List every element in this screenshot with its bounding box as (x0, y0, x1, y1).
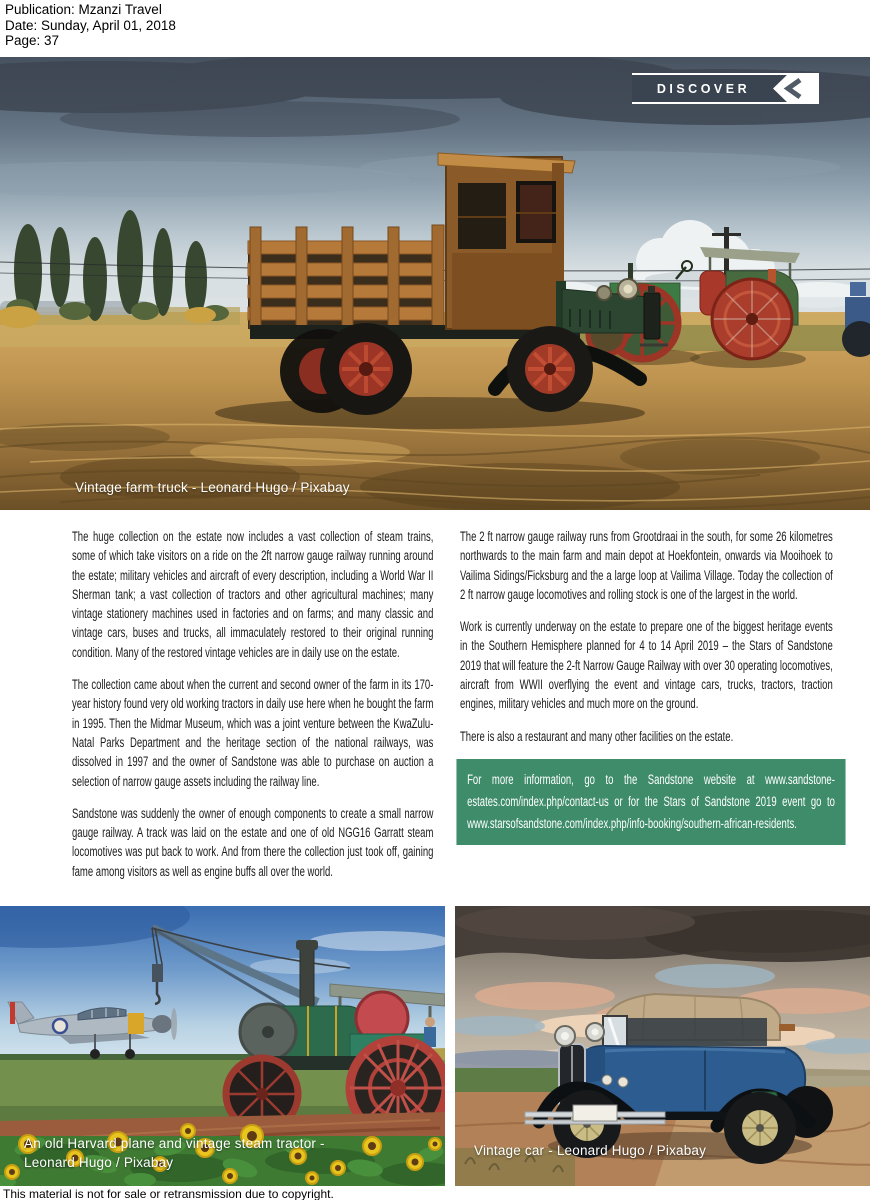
copyright-footer: This material is not for sale or retransmission due to copyright. (3, 1187, 334, 1200)
plane-photo-caption: An old Harvard plane and vintage steam tractor - Leonard Hugo / Pixabay (24, 1136, 325, 1170)
clipping-header (5, 2, 176, 49)
photo-vintage-car (455, 906, 870, 1186)
article-left-column (72, 527, 433, 894)
publication-line: Publication: Mzanzi Travel (5, 2, 162, 17)
paragraph: There is also a restaurant and many other facilities on the estate. (460, 728, 734, 744)
hero-photo-illustration (0, 57, 870, 510)
banner-arrow-icon (773, 73, 819, 104)
date-line: Date: Sunday, April 01, 2018 (5, 17, 176, 33)
paragraph: Work is currently underway on the estate to prepare one of the biggest heritage events in the Southern Hemisphere planned for 4 to 14 April 2019 – the Stars of Sandstone 2019 that will feature the 2-ft Narrow Gauge Railway with over 30 operating locomotives, aircraft from WWII overflying the event and vintage cars, trucks, tractors, traction engines, military vehicles and much more on the ground. (460, 619, 833, 712)
discover-banner-label: DISCOVER (656, 81, 751, 96)
paragraph: The 2 ft narrow gauge railway runs from Grootdraai in the south, for some 26 kilometres northwards to the main farm and main depot at Hoekfontein, onwards via Mooihoek to Vailima Sidings/Ficksburg and the a large loop at Vailima Village. Today the collection of 2 ft narrow gauge locomotives and rolling stock is one of the largest in the world. (460, 529, 833, 602)
discover-banner (632, 73, 817, 104)
hero-photo (0, 57, 870, 510)
paragraph: The collection came about when the current and second owner of the farm in its 170-year history found very old working tractors in daily use here when he bought the farm in 1995. Then the Midmar Museum, which was a joint venture between the KwaZulu-Natal Parks Department and the heritage section of the national railways, was dissolved in 1997 and the owner of Sandstone was able to purchase on auction a selection of narrow gauge assets including the railway line. (72, 677, 434, 789)
paragraph: Sandstone was suddenly the owner of enough components to create a small narrow gauge railway. A track was laid on the estate and one of old NGG16 Garratt steam locomotives was put back to work. And from there the collection just took off, gaining fame among visitors as well as engine buffs all over the world. (72, 805, 434, 879)
page-number-line: Page: 37 (5, 33, 60, 48)
info-box: For more information, go to the Sandstone website at www.sandstone-estates.com/index.php/contact-us or for the Stars of Sandstone 2019 event go to www.starsofsandstone.com/index.php/info-booking/southern-african-residents. (456, 759, 845, 845)
article-right-column (460, 527, 833, 845)
photo-plane-and-tractor (0, 906, 445, 1186)
hero-caption: Vintage farm truck - Leonard Hugo / Pixabay (75, 480, 350, 495)
car-photo-caption: Vintage car - Leonard Hugo / Pixabay (474, 1143, 707, 1158)
paragraph: The huge collection on the estate now includes a vast collection of steam trains, some of which take visitors on a ride on the 2ft narrow gauge railway running around the estate; military vehicles and aircraft of every description, including a World War II Sherman tank; a vast collection of tractors and other agricultural machines; many vintage stationery machines used in factories and on farms; and many classic and vintage cars, buses and trucks, all immaculately restored to their original running condition. Many of the restored vintage vehicles are in daily use on the estate. (72, 529, 434, 660)
